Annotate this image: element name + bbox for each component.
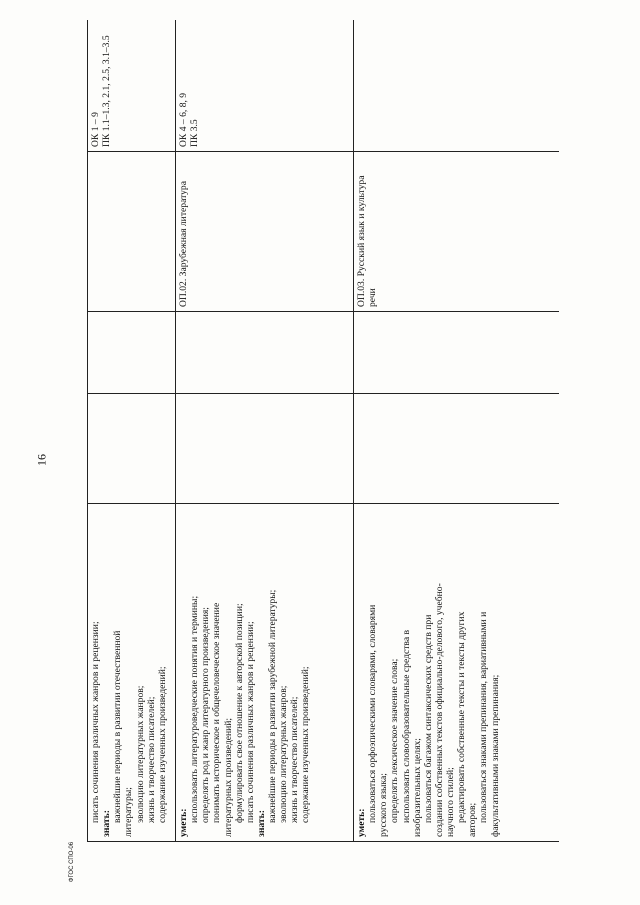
text-line: использовать литературоведческие понятия и термины;: [189, 595, 201, 823]
text-line: изобразительных целях;: [411, 738, 423, 837]
table-row: [354, 20, 560, 842]
text-line: научного стилей;: [445, 767, 456, 837]
text-line: литературы;: [123, 787, 135, 837]
page-number: 16: [34, 454, 49, 466]
content-cell-1: [88, 504, 176, 842]
rotated-table: [87, 20, 559, 842]
text-line: важнейшие периоды в развитии отечественной: [112, 630, 124, 823]
empty-cell: [176, 394, 354, 504]
text-line: писать сочинения различных жанров и рецензии;: [244, 621, 256, 823]
empty-cell: [176, 312, 354, 394]
text-line: пользоваться знаками препинания, вариативными и: [478, 611, 490, 823]
table-row: [88, 20, 176, 842]
empty-cell: [88, 394, 176, 504]
text-line: пользоваться орфоэпическими словарями, словарями: [367, 604, 379, 823]
text-line: уметь:: [178, 808, 189, 837]
text-line: факультативными знаками препинания;: [489, 674, 501, 837]
competencies-cell-1: ОК 1 – 9 ПК 1.1–1.3, 2.1, 2.5, 3.1–3.5: [88, 20, 176, 152]
curriculum-table: [87, 20, 559, 842]
empty-cell: [354, 394, 560, 504]
empty-cell: [354, 312, 560, 394]
discipline-cell-1: [88, 152, 176, 312]
text-line: авторов;: [467, 802, 479, 837]
footer-code: ФГОС СПО-06: [69, 841, 75, 883]
content-cell-2: [176, 504, 354, 842]
text-line: использовать словообразовательные средства в: [400, 629, 412, 823]
text-line: русского языка;: [378, 773, 390, 837]
text-line: жизнь и творчество писателей;: [289, 696, 301, 823]
table-wrapper: [87, 20, 559, 842]
text-line: важнейшие периоды в развитии зарубежной литературы;: [267, 589, 278, 823]
text-line: содержание изученных произведений;: [300, 666, 312, 823]
text-line: создании собственных текстов официально-делового, учебно-: [433, 583, 445, 837]
text-line: содержание изученных произведений;: [156, 666, 168, 823]
competencies-cell-2: ОК 4 – 6, 8, 9 ПК 3.5: [176, 20, 354, 152]
text-line: формулировать свое отношение к авторской позиции;: [233, 603, 245, 823]
text-line: жизнь и творчество писателей;: [145, 696, 157, 823]
discipline-cell-2: ОП.02. Зарубежная литература: [176, 152, 354, 312]
text-line: уметь:: [356, 808, 367, 837]
text-line: понимать историческое и общечеловеческое значение: [211, 602, 223, 823]
text-line: знать:: [255, 810, 267, 837]
text-line: определять род и жанр литературного произведения;: [200, 607, 212, 823]
discipline-cell-3: ОП.03. Русский язык и культура речи: [354, 152, 560, 312]
text-line: эволюцию литературных жанров;: [134, 685, 146, 823]
text-line: определять лексическое значение слова;: [389, 658, 401, 823]
table-row: [176, 20, 354, 842]
text-line: пользоваться багажом синтаксических средств при: [422, 614, 434, 823]
competencies-cell-3: [354, 20, 560, 152]
text-line: знать:: [101, 810, 113, 837]
text-line: писать сочинения различных жанров и рецензии;: [90, 621, 101, 823]
content-cell-3: [354, 504, 560, 842]
text-line: эволюцию литературных жанров;: [278, 685, 290, 823]
text-line: литературных произведений;: [222, 717, 234, 837]
empty-cell: [88, 312, 176, 394]
text-line: редактировать собственные тексты и тексты других: [456, 611, 468, 823]
